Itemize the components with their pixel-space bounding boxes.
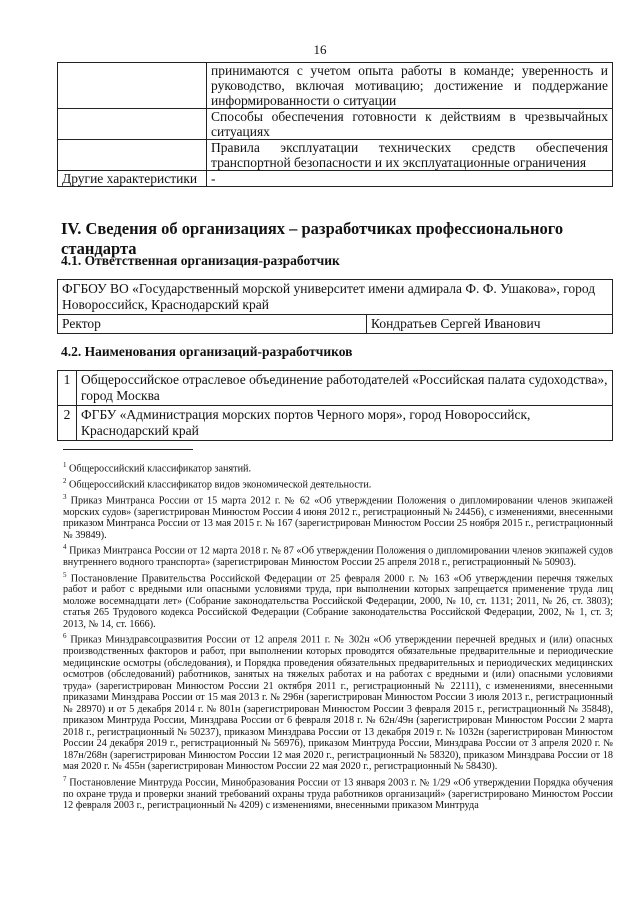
developer-name: Общероссийское отраслевое объединение работодателей «Российская палата судоходства», город Москва (77, 371, 613, 406)
footnote (63, 492, 613, 541)
table-cell-text: Способы обеспечения готовности к действиям в чрезвычайных ситуациях (207, 109, 613, 140)
competency-table (57, 62, 613, 187)
footnote (63, 774, 613, 812)
footnote-text: Приказ Минтранса России от 12 марта 2018 г. № 87 «Об утверждении Положения о дипломировании членов экипажей судов внутреннего водного транспорта» (зарегистрирован Минюстом России 25 апреля 2018 г., регистрационный № 50903). (63, 545, 613, 569)
table-cell-label (58, 109, 207, 140)
footnotes (63, 460, 613, 813)
developer-number: 1 (58, 371, 77, 406)
footnote-text: Общероссийский классификатор видов экономической деятельности. (69, 479, 372, 491)
footnote (63, 542, 613, 568)
table-row (58, 371, 613, 406)
footnote (63, 460, 613, 475)
footnote (63, 570, 613, 631)
footnote-text: Постановление Минтруда России, Минобразования России от 13 января 2003 г. № 1/29 «Об утверждении Порядка обучения по охране труда и проверки знаний требований охраны труда работников организаций» (зарегистрировано Минюстом России 12 февраля 2003 г., регистрационный № 4209) с изменениями, внесенными приказом Минтруда (63, 777, 614, 812)
footnote-text: Постановление Правительства Российской Федерации от 25 февраля 2000 г. № 163 «Об утверждении перечня тяжелых работ и работ с вредными или опасными условиями труда, при выполнении которых запрещается применение труда лиц моложе восемнадцати лет» (Собрание законодательства Российской Федерации, 2000, № 10, ст. 1131; 2011, № 26, ст. 3803); статья 265 Трудового кодекса Российской Федерации (Собрание законодательства Российской Федерации, 2002, № 1, ст. 3; 2013, № 14, ст. 1666). (63, 572, 614, 630)
developer-name: ФГБУ «Администрация морских портов Черного моря», город Новороссийск, Краснодарский край (77, 406, 613, 441)
footnote-mark: 7 (63, 774, 67, 783)
responsible-org-name: ФГБОУ ВО «Государственный морской университет имени адмирала Ф. Ф. Ушакова», город Новороссийск, Краснодарский край (58, 280, 613, 315)
table-cell-text: принимаются с учетом опыта работы в команде; уверенность и руководство, включая мотивацию; достижение и поддержание информированности о ситуации (207, 63, 613, 109)
footnote-mark: 5 (63, 570, 67, 579)
footnote-text: Приказ Минздравсоцразвития России от 12 апреля 2011 г. № 302н «Об утверждении перечней вредных и (или) опасных производственных факторов и работ, при выполнении которых проводятся обязательные предварительные и периодические медицинские осмотры (обследования), и Порядка проведения обязательных предварительных и периодических медицинских осмотров (обследований) работников, занятых на тяжелых работах и на работах с вредными и (или) опасными условиями труда» (зарегистрирован Минюстом России 21 октября 2011 г., регистрационный № 22111), с изменениями, внесенными приказами Минздрава России от 15 мая 2013 г. № 296н (зарегистрирован Минюстом России 3 июля 2013 г., регистрационный № 28970) и от 5 декабря 2014 г. № 801н (зарегистрирован Минюстом России 3 февраля 2015 г., регистрационный № 35848), приказом Минтруда России, Минздрава России от 6 февраля 2018 г. № 62н/49н (зарегистрирован Минюстом России 2 марта 2018 г., регистрационный № 50237), приказом Минздрава России от 13 декабря 2019 г. № 1032н (зарегистрирован Минюстом России 24 декабря 2019 г., регистрационный № 56976), приказом Минтруда России, Минздрава России от 3 апреля 2020 г. № 187н/268н (зарегистрирован Минюстом России 12 мая 2020 г., регистрационный № 58320), приказом Минздрава России от 18 мая 2020 г. № 455н (зарегистрирован Минюстом России 22 мая 2020 г., регистрационный № 58430). (63, 634, 614, 773)
footnote-mark: 2 (63, 476, 67, 485)
footnote-text: Общероссийский классификатор занятий. (69, 463, 252, 475)
table-row (58, 280, 613, 315)
footnote (63, 476, 613, 491)
section-title: IV. Сведения об организациях – разработчиках профессионального стандарта (61, 219, 564, 258)
table-row (58, 109, 613, 140)
footnote-mark: 3 (63, 492, 67, 501)
responsible-person: Кондратьев Сергей Иванович (367, 315, 613, 334)
footnote-mark: 1 (63, 461, 67, 469)
table-row (58, 406, 613, 441)
table-row (58, 63, 613, 109)
footnote-text: Приказ Минтранса России от 15 марта 2012 г. № 62 «Об утверждении Положения о дипломировании членов экипажей морских судов» (зарегистрирован Минюстом России 4 июня 2012 г., регистрационный № 24456), с изменениями, внесенными приказом Минтранса России от 13 мая 2015 г. № 167 (зарегистрирован Минюстом России 25 ноября 2015 г., регистрационный № 39849). (63, 495, 614, 541)
table-cell-label: Другие характеристики (58, 171, 207, 187)
footnote-separator (63, 449, 193, 450)
table-row (58, 171, 613, 187)
table-cell-text: - (207, 171, 613, 187)
developer-number: 2 (58, 406, 77, 441)
table-cell-label (58, 140, 207, 171)
table-row (58, 140, 613, 171)
table-cell-label (58, 63, 207, 109)
developers-table (57, 370, 613, 441)
responsible-org-table (57, 279, 613, 334)
responsible-org-heading: 4.1. Ответственная организация-разработчик (61, 253, 340, 268)
table-row (58, 315, 613, 334)
developers-heading: 4.2. Наименования организаций-разработчиков (61, 344, 353, 359)
footnote (63, 631, 613, 772)
footnote-mark: 4 (63, 543, 67, 552)
page-number: 16 (313, 42, 327, 57)
footnote-mark: 6 (63, 632, 67, 641)
responsible-position: Ректор (58, 315, 367, 334)
table-cell-text: Правила эксплуатации технических средств обеспечения транспортной безопасности и их эксплуатационные ограничения (207, 140, 613, 171)
